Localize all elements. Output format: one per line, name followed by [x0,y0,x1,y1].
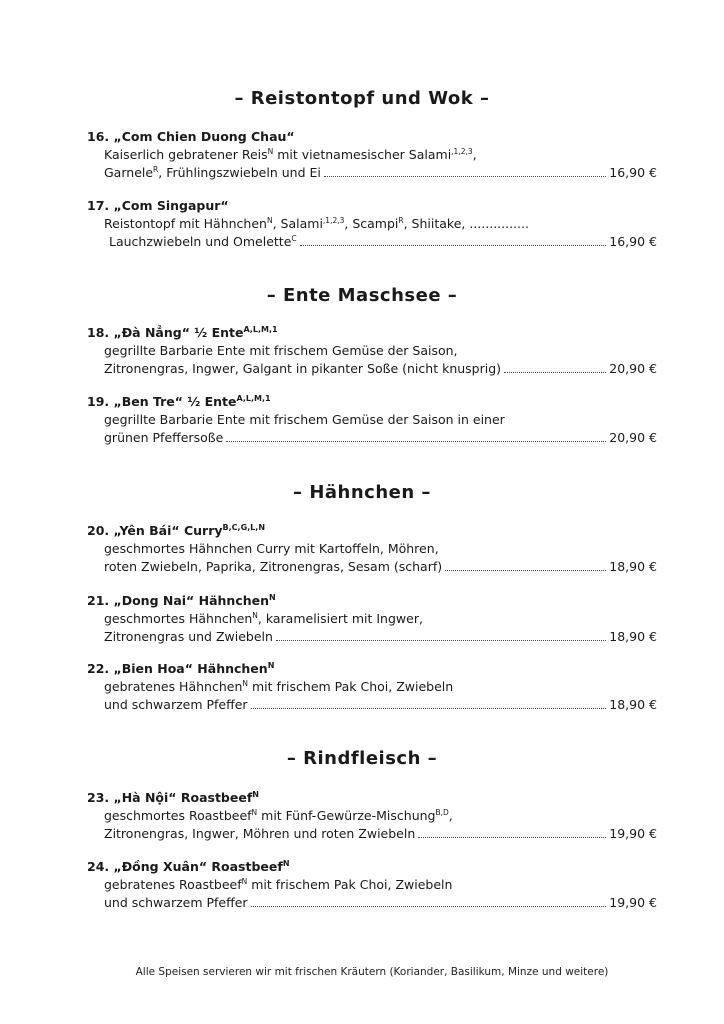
item-title-text: 17. „Com Singapur“ [87,198,229,213]
description-text: roten Zwiebeln, Paprika, Zitronengras, Sesam (scharf) [104,559,443,574]
section-title-rindfleisch: – Rindfleisch – [286,748,438,769]
item-title [87,393,657,411]
item-description-line [87,233,657,251]
item-price: 18,90 € [609,629,657,644]
dot-leader [418,837,606,838]
item-price: 20,90 € [609,361,657,376]
dot-leader [324,176,606,177]
item-description-line [87,164,657,182]
item-price: 16,90 € [609,234,657,249]
allergen-codes: B,D [435,808,449,817]
item-description-line [87,807,657,825]
item-title [87,197,657,215]
item-title-text: 24. „Đồng Xuân“ Roastbeef [87,859,283,874]
item-description-line [87,678,657,696]
allergen-codes: N [252,790,259,799]
dot-leader [445,570,606,571]
allergen-codes: N [267,661,275,670]
description-text: Garnele$^R$, Frühlingszwiebeln und Ei [104,165,321,180]
item-description-line [87,146,657,164]
section-title-ente: – Ente Maschsee – [266,285,458,306]
description-text: Zitronengras, Ingwer, Möhren und roten Zwiebeln [104,826,416,841]
allergen-codes: A,L,M,1 [236,394,271,403]
dot-leader [300,245,607,246]
description-text: geschmortes Roastbeef$^N$ mit Fünf-Gewürze-Mischung$^{B,D}$, [104,808,453,823]
dot-leader [504,372,606,373]
allergen-codes: B,C,G,L,N [222,523,266,532]
item-price: 18,90 € [609,697,657,712]
item-title-text: 18. „Đà Nẳng“ ½ Ente [87,325,244,340]
item-title-text: 22. „Bien Hoa“ Hähnchen [87,661,268,676]
item-title [87,324,657,342]
item-title-text: 23. „Hà Nội“ Roastbeef [87,790,253,805]
description-text: Kaiserlich gebratener Reis$^N$ mit vietnamesischer Salami$^{,1,2,3}$, [104,147,477,162]
description-text: Reistontopf mit Hähnchen$^N$, Salami$^{,1,2,3}$, Scampi$^R$, Shiitake, ............... [104,216,529,231]
allergen-codes: R [153,165,159,174]
item-description-line [87,215,657,233]
item-title [87,522,657,540]
item-description-line [87,342,657,360]
description-text: geschmortes Hähnchen$^N$, karamelisiert mit Ingwer, [104,611,423,626]
section-title-haehnchen: – Hähnchen – [293,482,431,503]
description-text: geschmortes Hähnchen Curry mit Kartoffeln, Möhren, [104,541,439,556]
item-title [87,592,657,610]
description-text: gebratenes Hähnchen$^N$ mit frischem Pak Choi, Zwiebeln [104,679,454,694]
menu-item-20 [87,522,657,576]
item-title-text: 20. „Yên Bái“ Curry [87,523,223,538]
description-text: und schwarzem Pfeffer [104,895,248,910]
footer-note: Alle Speisen servieren wir mit frischen Kräutern (Koriander, Basilikum, Minze und weitere) [135,966,609,978]
allergen-codes: N [267,147,274,156]
allergen-codes: N [266,216,273,225]
description-text: gegrillte Barbarie Ente mit frischem Gemüse der Saison in einer [104,412,505,427]
allergen-codes: ,1,2,3 [322,216,345,225]
allergen-codes: N [241,877,248,886]
item-description-line [87,628,657,646]
allergen-codes: N [252,611,258,620]
allergen-codes: N [251,808,258,817]
item-price: 20,90 € [609,430,657,445]
description-text: gebratenes Roastbeef$^N$ mit frischem Pak Choi, Zwiebeln [104,877,453,892]
menu-item-22 [87,660,657,714]
section-title-reistontopf: – Reistontopf und Wok – [234,88,490,109]
description-text: Zitronengras und Zwiebeln [104,629,273,644]
description-text: Zitronengras, Ingwer, Galgant in pikanter Soße (nicht knusprig) [104,361,502,376]
item-description-line [87,540,657,558]
description-text: gegrillte Barbarie Ente mit frischem Gemüse der Saison, [104,343,458,358]
dot-leader [251,906,607,907]
dot-leader [276,640,606,641]
item-description-line [87,876,657,894]
menu-item-18 [87,324,657,378]
dot-leader [251,708,607,709]
item-title-text: 21. „Dong Nai“ Hähnchen [87,593,270,608]
menu-item-16 [87,128,657,182]
description-text: grünen Pfeffersoße [104,430,224,445]
menu-item-17 [87,197,657,251]
menu-item-21 [87,592,657,646]
item-description-line [87,429,657,447]
item-price: 16,90 € [609,165,657,180]
dot-leader [226,441,606,442]
menu-item-24 [87,858,657,912]
item-title [87,128,657,146]
allergen-codes: N [269,593,276,602]
item-price: 18,90 € [609,559,657,574]
item-description-line [87,610,657,628]
allergen-codes: N [282,859,290,868]
allergen-codes: C [291,234,297,243]
item-description-line [87,360,657,378]
item-price: 19,90 € [609,826,657,841]
item-title [87,858,657,876]
item-title [87,660,657,678]
description-text: Lauchzwiebeln und Omelette$^C$ [109,234,297,249]
item-description-line [87,696,657,714]
menu-item-19 [87,393,657,447]
allergen-codes: ,1,2,3 [451,147,473,156]
item-title [87,789,657,807]
description-text: und schwarzem Pfeffer [104,697,248,712]
allergen-codes: R [398,216,404,225]
item-title-text: 19. „Ben Tre“ ½ Ente [87,394,237,409]
allergen-codes: N [242,679,248,688]
item-price: 19,90 € [609,895,657,910]
item-description-line [87,894,657,912]
item-description-line [87,825,657,843]
item-description-line [87,558,657,576]
allergen-codes: A,L,M,1 [243,325,278,334]
item-description-line [87,411,657,429]
item-title-text: 16. „Com Chien Duong Chau“ [87,129,295,144]
menu-item-23 [87,789,657,843]
